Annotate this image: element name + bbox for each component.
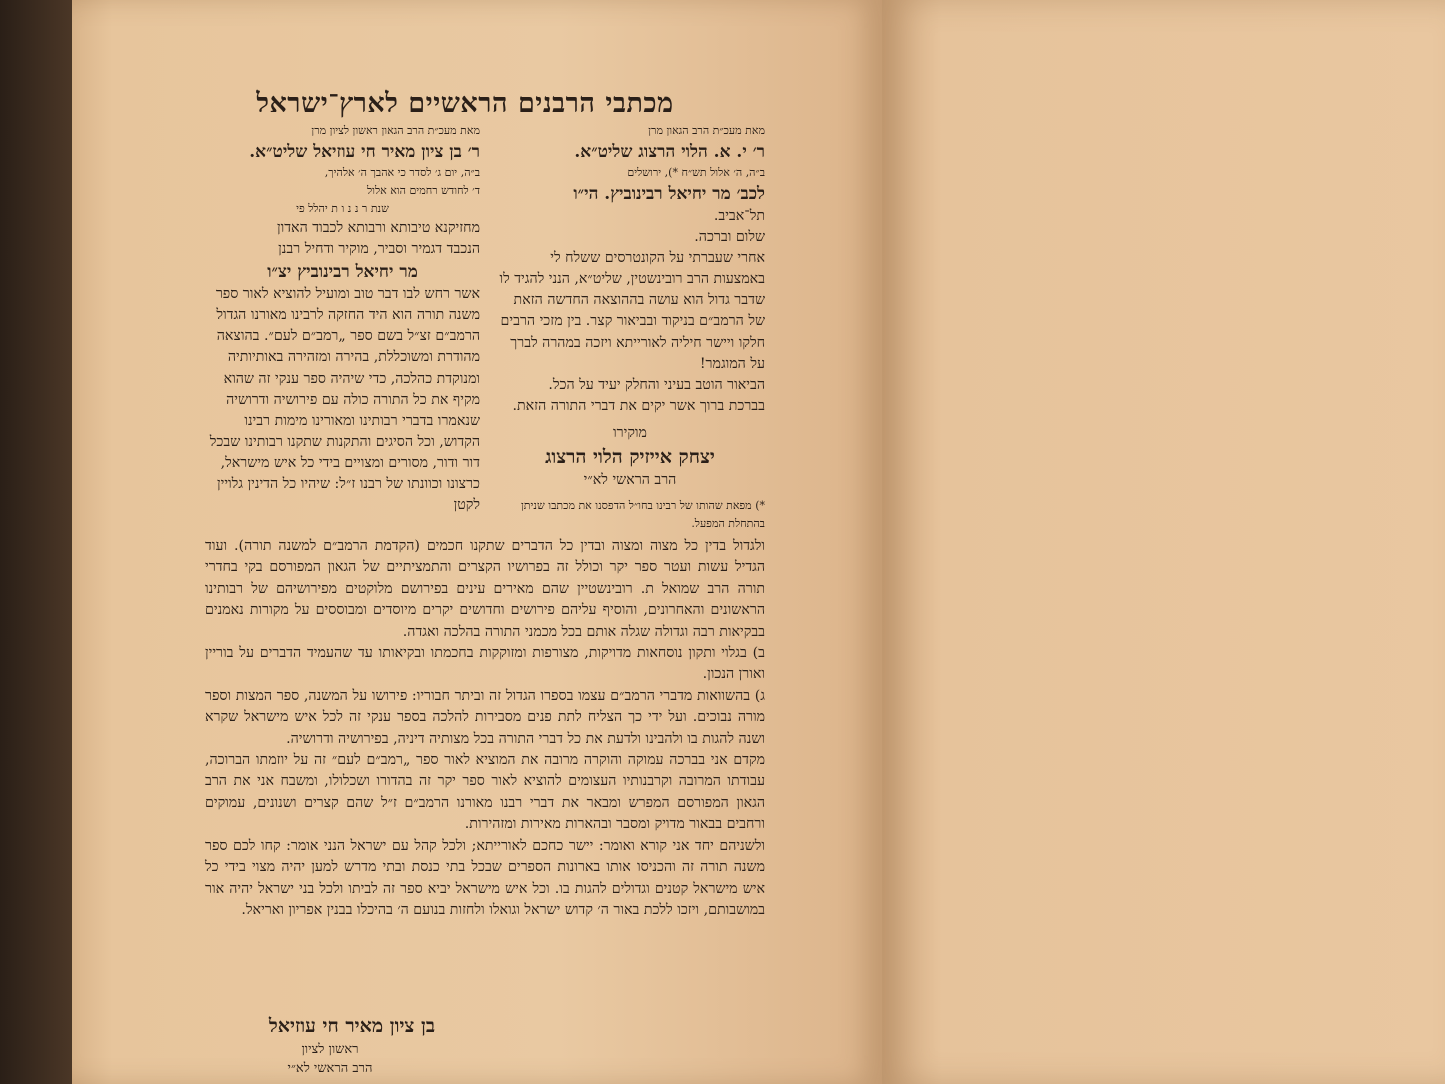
herzog-signature-title: הרב הראשי לא״י bbox=[583, 472, 677, 489]
uziel-to-line-1: מחזיקנא טיבותא ורבותא לכבוד האדון bbox=[276, 220, 480, 236]
herzog-letter bbox=[495, 122, 765, 533]
uziel-signature-titles bbox=[270, 1040, 390, 1078]
uziel-date-line-2: ד׳ לחודש רחמים הוא אלול bbox=[367, 184, 480, 197]
uziel-signature-line-2: הרב הראשי לא״י bbox=[287, 1061, 373, 1076]
main-text bbox=[205, 536, 765, 921]
uziel-to-name: מר יחיאל רבינוביץ יצ״ו bbox=[267, 262, 418, 283]
uziel-signature-block bbox=[205, 1014, 435, 1038]
uziel-date-line-1: ב״ה, יום ג׳ לסדר כי אהבך ה׳ אלהיך, bbox=[324, 166, 480, 179]
uziel-letter bbox=[205, 122, 480, 516]
uziel-signature-name: בן ציון מאיר חי עוזיאל bbox=[268, 1015, 435, 1037]
main-paragraph-3: מקדם אני בברכה עמוקה והוקרה מרובה את המוציא לאור ספר „רמב״ם לעם״ זה על יוזמתו הברוכה, עבודתו המרובה וקרבנותיו העצומים להוציא לאור ספר יקר זה בהדורו ושכלולו, ומשבח אני את הרב הגאון המפורסם המפרש ומבאר את דברי רבנו מאורנו הרמב״ם ז״ל שהם קצרים ושנונים, עמוקים ורחבים בבאור מדויק ומסבר ובהארות מאירות ומזהירות. bbox=[205, 752, 765, 833]
herzog-to-line: לכב׳ מר יחיאל רבינוביץ. הי״ו bbox=[573, 184, 765, 204]
herzog-footnote: *) מפאת שהותו של רבינו בחו״ל הדפסנו את מכתבו שניתן בהתחלת המפעל. bbox=[521, 499, 765, 531]
herzog-closing: מוקירו bbox=[613, 424, 647, 441]
herzog-date-line: ב״ה, ה׳ אלול תש״ח *), ירושלים bbox=[627, 166, 765, 179]
herzog-signature: יצחק אייזיק הלוי הרצוג bbox=[545, 446, 715, 469]
main-paragraph-1: ב) בגלוי ותקון נוסחאות מדויקות, מצורפות ומזוקקות בחכמתו ובקיאותו עד שהעמיד הדברים על בוריין ואורן הנכון. bbox=[205, 645, 765, 683]
blank-right-page bbox=[882, 0, 1445, 1084]
uziel-body: אשר רחש לבו דבר טוב ומועיל להוציא לאור ספר משנה תורה הוא היד החזקה לרבינו מאורנו הגדול הרמב״ם זצ״ל בשם ספר „רמב״ם לעם״. בהוצאה מהודרת ומשוכללת, בהירה ומזהירה באותיותיה ומנוקדת כהלכה, כדי שיהיה ספר ענקי זה שהוא מקיף את כל התורה כולה עם פירושיה ודרושיה שנאמרו בדברי רבותינו ומאורינו מימות רבינו הקדוש, וכל הסיגים והתקנות שתקנו רבותינו שבכל דור ודור, מסורים ומצויים בידי כל איש מישראל, כרצונו וכוונתו של רבנו ז״ל: שיהיו כל הדינין גלויין לקטן bbox=[209, 286, 480, 514]
herzog-author-line: ר׳ י. א. הלוי הרצוג שליט״א. bbox=[574, 142, 765, 162]
main-paragraph-0: ולגדול בדין כל מצוה ומצוה ובדין כל הדברים שתקנו חכמים (הקדמת הרמב״ם למשנה תורה). ועוד הגדיל עשות ועטר ספר יקר וכולל זה בפרושיו הקצרים והתמציתיים של הגאון המפורסם בקי בחדרי תורה הרב שמואל ת. רובינשטיין שהם מאירים עינים בפירושם מלוקטים מפירושיהם של רבותינו הראשונים והאחרונים, והוסיף עליהם פירושים וחדושים יקרים מיוסדים ומבוססים על מקורות נאמנים בבקיאות רבה וגדולה שגלה אותם בכל מכמני התורה בהלכה ואגדה. bbox=[205, 538, 765, 640]
herzog-body-2: הביאור הוטב בעיני והחלק יעיד על הכל. bbox=[548, 376, 765, 393]
herzog-from-line: מאת מעכ״ת הרב הגאון מרן bbox=[648, 124, 765, 137]
uziel-to-line-2: הנכבד דגמיר וסביר, מוקיר ודחיל רבנן bbox=[278, 241, 480, 258]
uziel-author-line: ר׳ בן ציון מאיר חי עוזיאל שליט״א. bbox=[249, 142, 480, 162]
uziel-from-line: מאת מעכ״ת הרב הגאון ראשון לציון מרן bbox=[311, 124, 480, 137]
main-paragraph-4: ולשניהם יחד אני קורא ואומר: יישר כחכם לאורייתא; ולכל קהל עם ישראל הנני אומר: קחו לכם ספר משנה תורה זה והכניסו אותו בארונות הספרים שבכל בתי כנסת ובתי מדרש למען יהיה מצוי בידי כל איש מישראל קטנים וגדולים להגות בו. וכל איש מישראל יביא ספר זה לביתו ולכל בני ישראל יהיה אור במושבותם, ויזכו ללכת באור ה׳ קדוש ישראל וגואלו ולחזות בנועם ה׳ בהיכלו בבנין אפריון ואריאל. bbox=[205, 837, 765, 918]
herzog-city: תל־אביב. bbox=[713, 208, 765, 224]
main-paragraph-2: ג) בהשוואות מדברי הרמב״ם עצמו בספרו הגדול זה וביתר חבוריו: פירושו על המשנה, ספר המצות וספר מורה נבוכים. ועל ידי כך הצליח לתת פנים מסבירות להלכה בספר ענקי זה לכל איש מישראל שקרא ושנה להגות בו ולהבינו ולדעת את כל דברי התורה בכל מצותיה דיניה, בפירושיה ודרושיה. bbox=[205, 687, 765, 747]
herzog-body-1: אחרי שעברתי על הקונטרסים ששלח לי באמצעות הרב רובינשטין, שליט״א, הנני להגיד לו שדבר גדול הוא עושה בההוצאה החדשה הזאת של הרמב״ם בניקוד ובביאור קצר. בין מזכי הרבים חלקו ויישר חיליה לאורייתא ויזכה במהרה לברך על המוגמר! bbox=[499, 250, 765, 372]
herzog-body-3: בברכת ברוך אשר יקים את דברי התורה הזאת. bbox=[512, 397, 765, 414]
page-title: מכתבי הרבנים הראשיים לארץ־ישראל bbox=[256, 88, 674, 119]
herzog-body-0: שלום וברכה. bbox=[694, 229, 765, 246]
uziel-date-line-3: שנת ר נ נ ו ת יהלל פי bbox=[296, 202, 389, 215]
uziel-signature-line-1: ראשון לציון bbox=[301, 1042, 359, 1057]
